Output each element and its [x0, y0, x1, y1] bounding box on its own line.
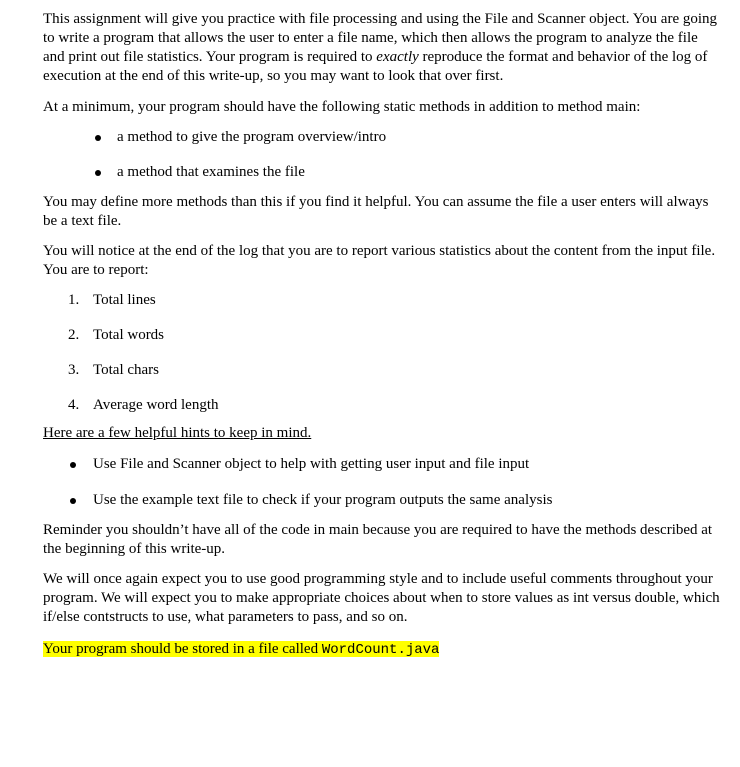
- hints-list: [43, 455, 723, 510]
- stat-label: Total lines: [93, 292, 156, 308]
- list-item: [43, 163, 723, 182]
- method-item-label: a method to give the program overview/intro: [117, 129, 387, 145]
- list-item: [43, 491, 723, 510]
- bullet-icon: [95, 135, 101, 141]
- stats-list: [43, 291, 723, 415]
- bullet-icon: [95, 170, 101, 176]
- methods-list: [43, 128, 723, 182]
- method-item-label: a method that examines the file: [117, 164, 305, 180]
- stat-label: Average word length: [93, 397, 219, 413]
- hints-heading: Here are a few helpful hints to keep in mind.: [43, 425, 312, 441]
- stat-label: Total words: [93, 327, 165, 343]
- stored-paragraph: [43, 640, 723, 660]
- style-paragraph: We will once again expect you to use good programming style and to include useful comments throughout your program. We will expect you to make appropriate choices about when to store values as int versus double, which if/else contstructs to use, what parameters to pass, and so on.: [43, 571, 720, 625]
- hint-item-label: Use the example text file to check if your program outputs the same analysis: [93, 492, 553, 508]
- define-more-paragraph: You may define more methods than this if you find it helpful. You can assume the file a user enters will always be a text file.: [43, 194, 709, 229]
- list-number: 1.: [68, 292, 80, 308]
- list-number: 3.: [68, 362, 80, 378]
- intro-text-part1: This assignment will give you practice with file processing and using the File and Scanner object. You are going to write a program that allows the user to enter a file name, which then allows the program to analyze the file and print out file statistics. Your program is required to: [43, 11, 718, 65]
- intro-text-part2: reproduce the format and behavior of the log of execution at the end of this write-up, so you may want to look that over first.: [43, 49, 708, 84]
- minimum-paragraph: At a minimum, your program should have the following static methods in addition to method main:: [43, 99, 641, 115]
- list-number: 4.: [68, 397, 80, 413]
- notice-paragraph: You will notice at the end of the log that you are to report various statistics about the content from the input file. You are to report:: [43, 243, 716, 278]
- intro-emphasis: exactly: [376, 49, 419, 65]
- stored-highlight: [43, 641, 439, 657]
- reminder-paragraph: Reminder you shouldn’t have all of the code in main because you are required to have the methods described at the beginning of this write-up.: [43, 522, 713, 557]
- bullet-icon: [70, 498, 76, 504]
- stored-text: Your program should be stored in a file called: [43, 641, 322, 657]
- list-item: [43, 396, 723, 415]
- hint-item-label: Use File and Scanner object to help with getting user input and file input: [93, 456, 530, 472]
- stat-label: Total chars: [93, 362, 160, 378]
- assignment-document: [43, 10, 723, 660]
- intro-paragraph: [43, 10, 723, 86]
- bullet-icon: [70, 462, 76, 468]
- list-item: [43, 455, 723, 474]
- filename-code: WordCount.java: [321, 642, 440, 658]
- list-item: [43, 291, 723, 310]
- list-item: [43, 361, 723, 380]
- list-item: [43, 326, 723, 345]
- list-item: [43, 128, 723, 147]
- list-number: 2.: [68, 327, 80, 343]
